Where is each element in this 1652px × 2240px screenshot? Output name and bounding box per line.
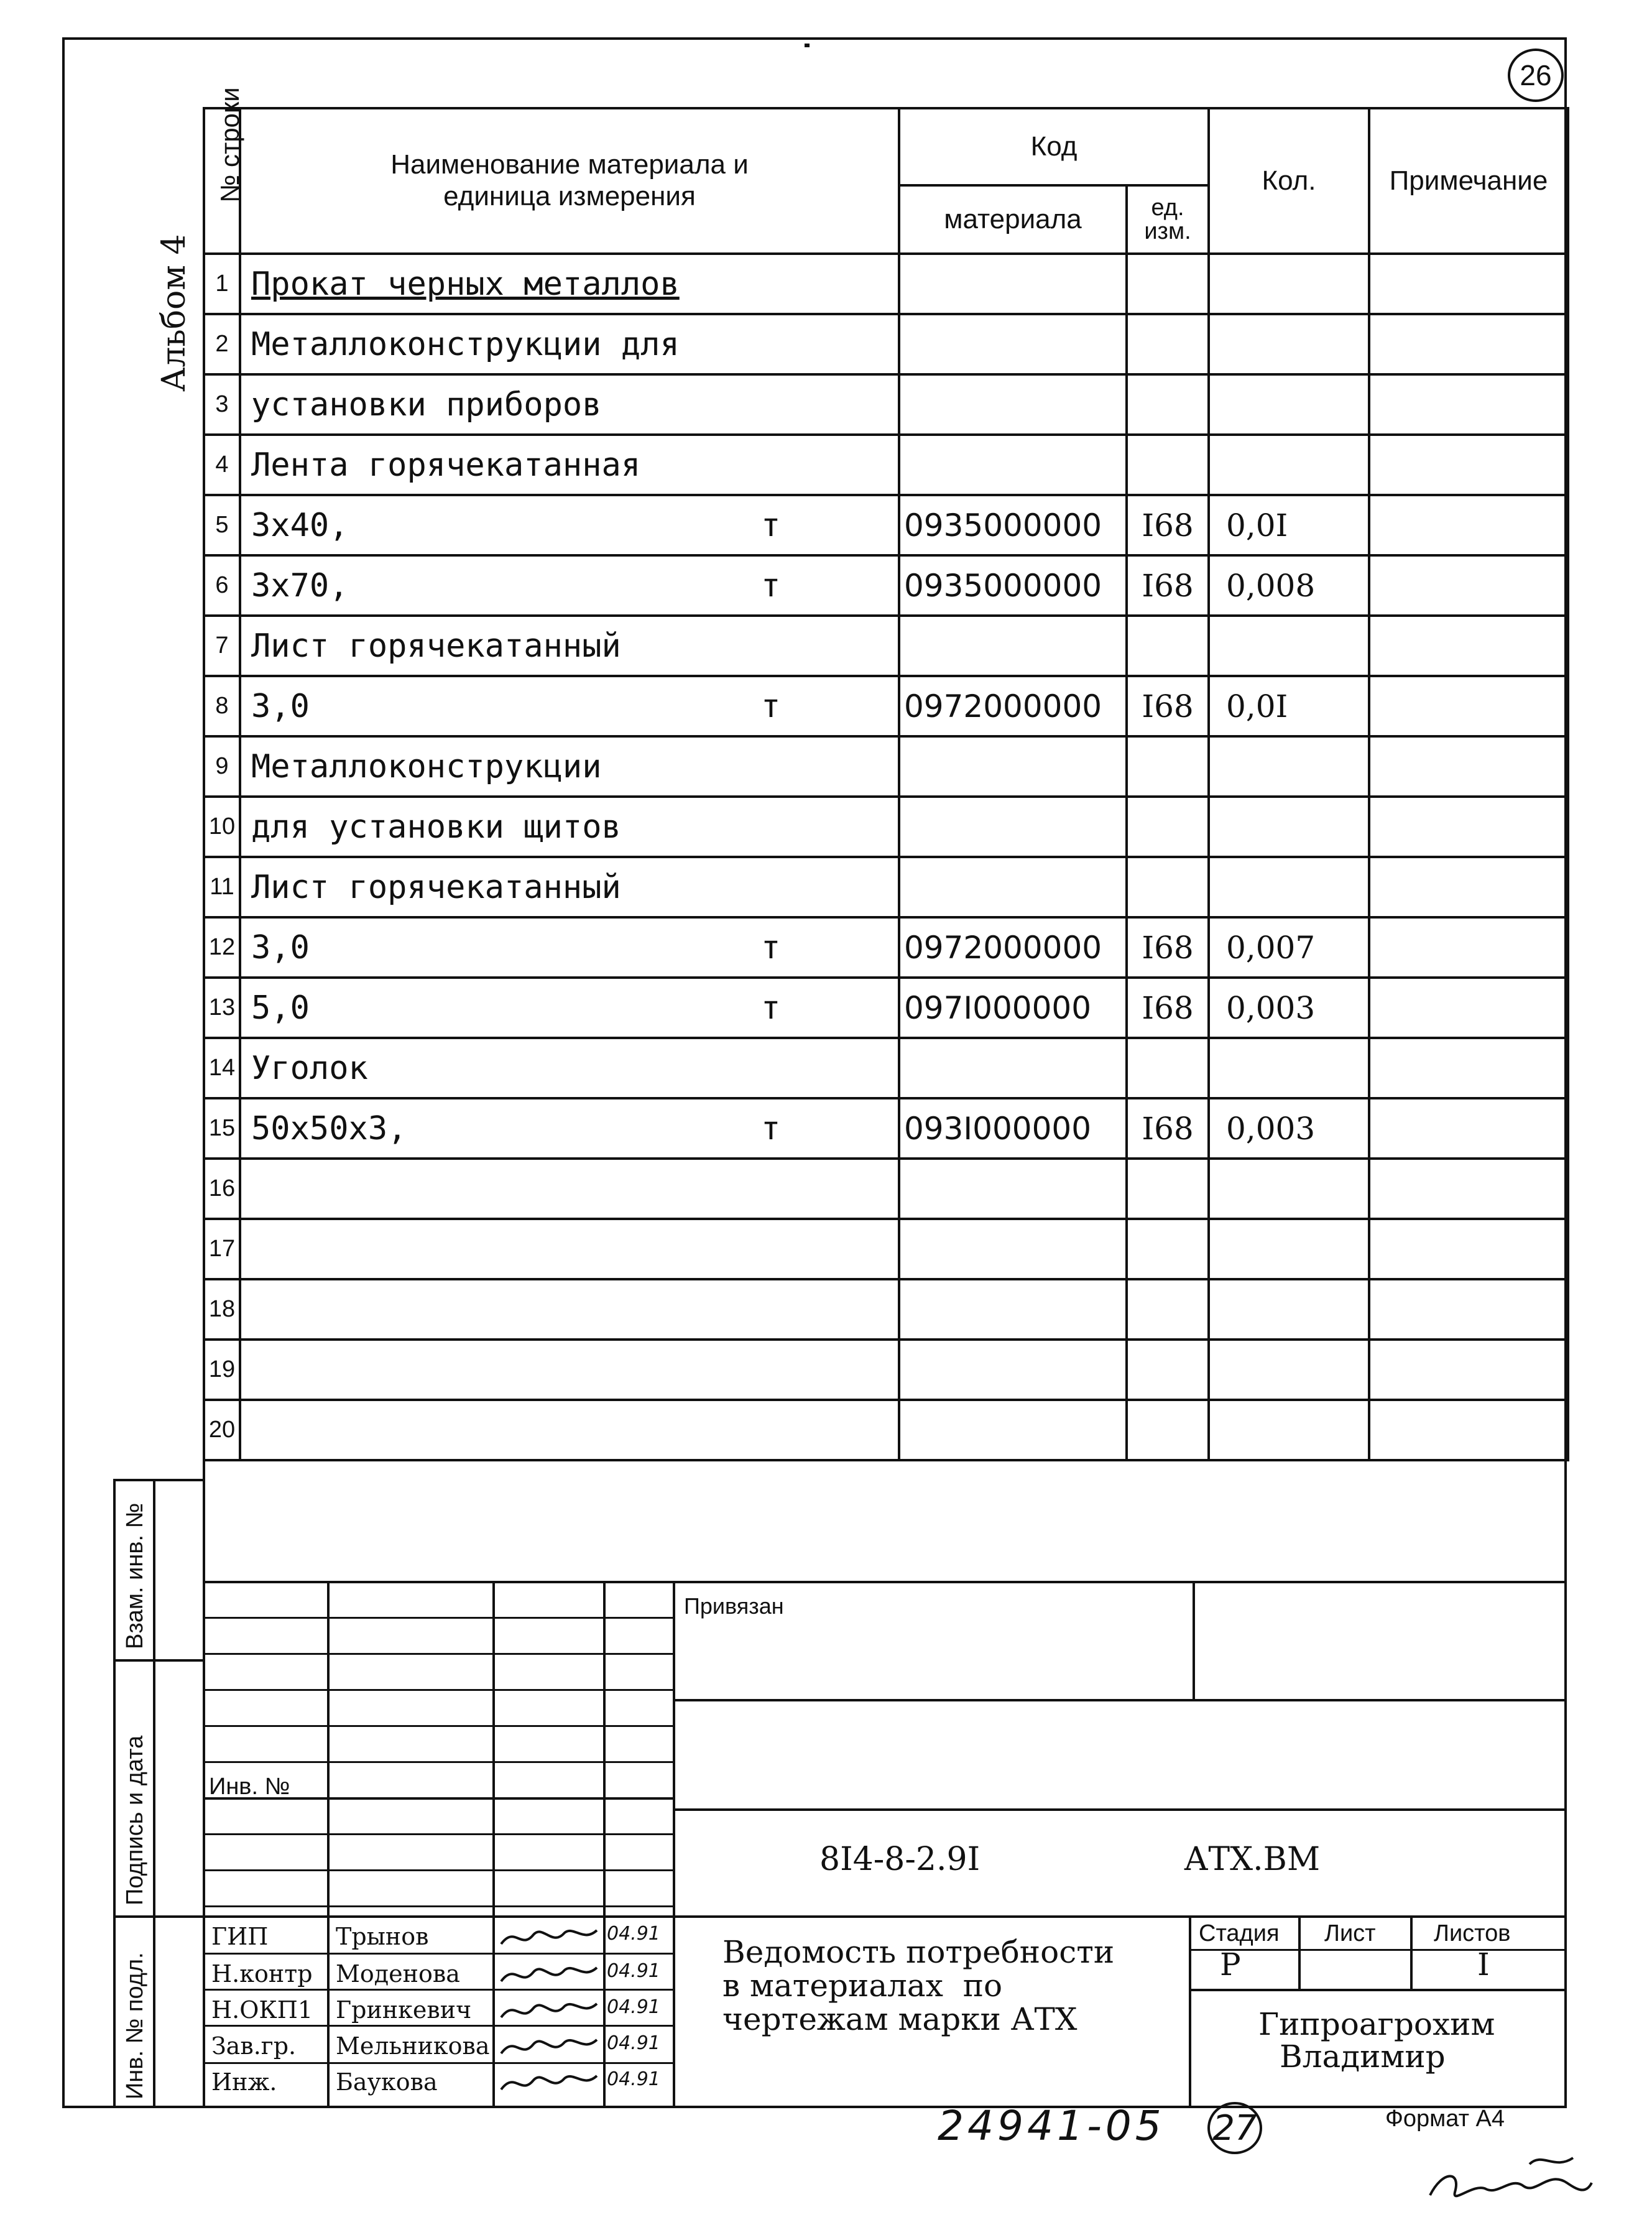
material-code-cell	[899, 1279, 1127, 1340]
material-name-cell	[240, 314, 899, 374]
note-cell	[1369, 1279, 1568, 1340]
quantity-cell	[1209, 616, 1369, 676]
row-number-cell: 13	[204, 978, 240, 1038]
row-number-cell: 12	[204, 917, 240, 978]
row-number-cell: 4	[204, 435, 240, 495]
document-code: 8I4-8-2.9I	[819, 1841, 981, 1878]
privyazan-divider	[1193, 1581, 1195, 1699]
album-label: Альбом 4	[155, 234, 193, 392]
stamp-grid-h12	[203, 1989, 675, 1991]
material-name-text: Лист горячекатанный	[251, 868, 621, 906]
unit-code-cell	[1127, 435, 1209, 495]
material-code-cell	[899, 1219, 1127, 1279]
organization-line2: Владимир	[1280, 2039, 1446, 2075]
note-cell	[1369, 917, 1568, 978]
unit-code-cell: I68	[1127, 1098, 1209, 1159]
stage-value: Р	[1220, 1946, 1241, 1983]
note-cell	[1369, 797, 1568, 857]
stamp-grid-h1	[203, 1617, 675, 1619]
note-cell	[1369, 676, 1568, 736]
material-name-text: 3,0	[251, 928, 310, 966]
unit-code-cell	[1127, 736, 1209, 797]
stamp-grid-v2	[492, 1581, 495, 2108]
stamp-h-privyazan	[673, 1699, 1567, 1701]
material-name-text: Металлоконструкции	[251, 747, 602, 785]
material-name-text: 3x40,	[251, 506, 349, 544]
signer-date: 04.91	[607, 1923, 660, 1945]
note-cell	[1369, 1098, 1568, 1159]
note-cell	[1369, 555, 1568, 616]
note-cell	[1369, 1219, 1568, 1279]
stamp-grid-h9	[203, 1905, 675, 1907]
stamp-grid-h10	[113, 1915, 1567, 1918]
side-label-vzam-inv: Взам. инв. №	[122, 1502, 148, 1649]
row-number-cell: 15	[204, 1098, 240, 1159]
note-cell	[1369, 1038, 1568, 1098]
unit-code-cell: I68	[1127, 978, 1209, 1038]
material-name-cell	[240, 435, 899, 495]
note-cell	[1369, 1340, 1568, 1400]
stamp-v-stage	[1298, 1915, 1301, 1990]
material-name-text: 3,0	[251, 687, 310, 725]
unit-code-cell	[1127, 374, 1209, 435]
unit-code-cell	[1127, 1279, 1209, 1340]
inv-no-label: Инв. №	[209, 1774, 290, 1800]
quantity-cell	[1209, 797, 1369, 857]
stamp-grid-h8	[203, 1869, 675, 1871]
signer-name: Моденова	[336, 1960, 460, 1988]
note-cell	[1369, 736, 1568, 797]
table-row	[204, 1400, 1568, 1460]
row-number-cell: 20	[204, 1400, 240, 1460]
material-code-cell	[899, 1340, 1127, 1400]
stamp-grid-h11	[203, 1953, 675, 1955]
table-row	[204, 435, 1568, 495]
stamp-h-stage-values	[1189, 1989, 1567, 1991]
material-name-cell	[240, 1340, 899, 1400]
stamp-grid-h5	[203, 1761, 675, 1763]
material-code-cell	[899, 254, 1127, 314]
material-code-cell	[899, 1400, 1127, 1460]
quantity-cell	[1209, 1400, 1369, 1460]
table-row	[204, 555, 1568, 616]
quantity-cell: 0,003	[1209, 978, 1369, 1038]
material-name-cell	[240, 1038, 899, 1098]
material-code-cell	[899, 616, 1127, 676]
side-label-inv-podl: Инв. № подл.	[122, 1952, 148, 2099]
note-cell	[1369, 254, 1568, 314]
unit-code-cell	[1127, 797, 1209, 857]
row-number-cell: 16	[204, 1159, 240, 1219]
material-name-cell	[240, 1219, 899, 1279]
material-code-cell: 0972000000	[899, 676, 1127, 736]
document-mark: АТХ.ВМ	[1184, 1841, 1321, 1878]
material-name-text: Прокат черных металлов	[251, 265, 680, 303]
unit-code-cell	[1127, 1340, 1209, 1400]
row-number-cell: 8	[204, 676, 240, 736]
measure-unit-text: т	[761, 989, 781, 1027]
row-number-cell: 7	[204, 616, 240, 676]
unit-code-cell: I68	[1127, 676, 1209, 736]
side-label-podpis-data: Подпись и дата	[122, 1735, 148, 1905]
row-number-cell: 5	[204, 495, 240, 555]
table-row	[204, 1038, 1568, 1098]
punch-mark	[805, 44, 810, 47]
note-cell	[1369, 314, 1568, 374]
row-number-cell: 2	[204, 314, 240, 374]
signer-role: Н.контр	[211, 1960, 313, 1988]
header-material-code: материала	[899, 185, 1127, 254]
material-name-text: 5,0	[251, 989, 310, 1027]
quantity-cell	[1209, 1219, 1369, 1279]
table-row	[204, 797, 1568, 857]
unit-code-cell	[1127, 857, 1209, 917]
stamp-grid-h2	[203, 1653, 675, 1655]
row-number-cell: 11	[204, 857, 240, 917]
quantity-cell	[1209, 1279, 1369, 1340]
stamp-h-stage-labels	[1189, 1949, 1567, 1951]
quantity-cell	[1209, 1159, 1369, 1219]
table-row	[204, 616, 1568, 676]
header-name: Наименование материала и единица измерения	[240, 108, 899, 254]
stamp-h-code	[673, 1808, 1567, 1811]
table-row	[204, 917, 1568, 978]
handwritten-signature-icon	[496, 1956, 602, 1990]
quantity-cell: 0,0I	[1209, 495, 1369, 555]
quantity-cell	[1209, 857, 1369, 917]
sheet-number-circle: 26	[1508, 49, 1564, 102]
stamp-v-sheet	[1410, 1915, 1413, 1990]
header-unit-code: ед. изм.	[1127, 185, 1209, 254]
material-name-text: для установки щитов	[251, 808, 621, 846]
material-name-text: Лист горячекатанный	[251, 627, 621, 665]
note-cell	[1369, 857, 1568, 917]
material-code-cell	[899, 797, 1127, 857]
stamp-top-line	[203, 1581, 1567, 1583]
side-strip-divider	[153, 1479, 155, 2108]
quantity-cell	[1209, 314, 1369, 374]
signer-role: ГИП	[211, 1923, 269, 1950]
row-number-cell: 14	[204, 1038, 240, 1098]
unit-code-cell	[1127, 254, 1209, 314]
stamp-grid-h7	[203, 1833, 675, 1835]
material-name-cell	[240, 495, 899, 555]
signer-date: 04.91	[607, 1996, 660, 2018]
material-name-text: 50x50x3,	[251, 1109, 407, 1147]
material-code-cell	[899, 374, 1127, 435]
material-name-cell	[240, 797, 899, 857]
measure-unit-text: т	[761, 687, 781, 725]
stamp-grid-v1	[327, 1581, 330, 2108]
quantity-cell	[1209, 1038, 1369, 1098]
material-name-text: Лента горячекатанная	[251, 446, 641, 484]
table-row	[204, 495, 1568, 555]
stamp-grid-h14	[203, 2062, 675, 2064]
note-cell	[1369, 495, 1568, 555]
note-cell	[1369, 978, 1568, 1038]
table-row	[204, 978, 1568, 1038]
side-strip-top-line	[113, 1479, 204, 1481]
unit-code-cell	[1127, 1219, 1209, 1279]
stamp-grid-v4	[673, 1581, 675, 2108]
material-name-cell	[240, 1279, 899, 1340]
note-cell	[1369, 435, 1568, 495]
stamp-v-title-right	[1189, 1915, 1191, 2108]
quantity-cell	[1209, 1340, 1369, 1400]
material-name-cell	[240, 736, 899, 797]
document-title-line1: Ведомость потребности	[722, 1934, 1115, 1970]
signer-name: Трынов	[336, 1923, 429, 1950]
table-row	[204, 1279, 1568, 1340]
measure-unit-text: т	[761, 1109, 781, 1147]
corner-scribble-icon	[1418, 2145, 1598, 2214]
document-title-line2: в материалах по	[722, 1968, 1003, 2004]
archive-number: 24941-05	[938, 2102, 1165, 2150]
organization-line1: Гипроагрохим	[1258, 2006, 1495, 2042]
signer-name: Гринкевич	[336, 1996, 472, 2024]
row-number-cell: 18	[204, 1279, 240, 1340]
table-row	[204, 374, 1568, 435]
quantity-cell	[1209, 374, 1369, 435]
measure-unit-text: т	[761, 567, 781, 604]
material-code-cell	[899, 736, 1127, 797]
material-code-cell	[899, 314, 1127, 374]
sheets-value: I	[1477, 1946, 1490, 1983]
unit-code-cell: I68	[1127, 555, 1209, 616]
quantity-cell	[1209, 435, 1369, 495]
document-title-line3: чертежам марки АТХ	[722, 2001, 1077, 2037]
handwritten-signature-icon	[496, 1919, 602, 1953]
material-name-cell	[240, 917, 899, 978]
stamp-grid-h4	[203, 1725, 675, 1727]
quantity-cell	[1209, 254, 1369, 314]
header-note: Примечание	[1369, 108, 1568, 254]
unit-code-cell: I68	[1127, 495, 1209, 555]
row-number-cell: 6	[204, 555, 240, 616]
table-row	[204, 314, 1568, 374]
header-row-number: № строки	[204, 108, 240, 254]
quantity-cell: 0,0I	[1209, 676, 1369, 736]
measure-unit-text: т	[761, 928, 781, 966]
quantity-cell: 0,007	[1209, 917, 1369, 978]
header-qty: Кол.	[1209, 108, 1369, 254]
stamp-grid-v3	[603, 1581, 606, 2108]
material-name-cell	[240, 676, 899, 736]
material-code-cell	[899, 1038, 1127, 1098]
material-code-cell: 0935000000	[899, 495, 1127, 555]
page-number-circle	[1207, 2102, 1262, 2154]
unit-code-cell: I68	[1127, 917, 1209, 978]
material-code-cell: 093I000000	[899, 1098, 1127, 1159]
quantity-cell: 0,008	[1209, 555, 1369, 616]
quantity-cell: 0,003	[1209, 1098, 1369, 1159]
material-name-text: 3x70,	[251, 567, 349, 604]
page-number-value: 27	[1212, 2108, 1257, 2149]
table-row	[204, 254, 1568, 314]
material-name-cell	[240, 374, 899, 435]
material-code-cell	[899, 1159, 1127, 1219]
sheet-label: Лист	[1324, 1920, 1376, 1946]
table-row	[204, 1219, 1568, 1279]
format-label: Формат А4	[1385, 2106, 1505, 2132]
measure-unit-text: т	[761, 506, 781, 544]
row-number-cell: 17	[204, 1219, 240, 1279]
row-number-cell: 1	[204, 254, 240, 314]
material-name-text: Металлоконструкции для	[251, 325, 680, 363]
unit-code-cell	[1127, 1038, 1209, 1098]
material-code-cell	[899, 857, 1127, 917]
table-row	[204, 1098, 1568, 1159]
row-number-cell: 3	[204, 374, 240, 435]
signer-role: Н.ОКП1	[211, 1996, 313, 2024]
note-cell	[1369, 616, 1568, 676]
material-code-cell: 0972000000	[899, 917, 1127, 978]
table-row	[204, 736, 1568, 797]
privyazan-label: Привязан	[684, 1593, 784, 1619]
material-code-cell	[899, 435, 1127, 495]
materials-table-body	[204, 254, 1568, 1460]
unit-code-cell	[1127, 314, 1209, 374]
signer-date: 04.91	[607, 1960, 660, 1982]
unit-code-cell	[1127, 616, 1209, 676]
handwritten-signature-icon	[496, 1992, 602, 2026]
side-strip-left-line	[113, 1479, 116, 2108]
unit-code-cell	[1127, 1400, 1209, 1460]
stamp-left-line	[203, 1424, 205, 2108]
sheets-label: Листов	[1434, 1920, 1511, 1946]
table-row	[204, 1159, 1568, 1219]
stamp-grid-h3	[203, 1689, 675, 1691]
material-name-cell	[240, 616, 899, 676]
note-cell	[1369, 1159, 1568, 1219]
table-row	[204, 1340, 1568, 1400]
material-name-cell	[240, 1400, 899, 1460]
material-name-cell	[240, 555, 899, 616]
signer-role: Инж.	[211, 2068, 277, 2096]
note-cell	[1369, 374, 1568, 435]
material-name-cell	[240, 978, 899, 1038]
table-row	[204, 676, 1568, 736]
material-name-cell	[240, 1159, 899, 1219]
signer-role: Зав.гр.	[211, 2032, 297, 2060]
signer-date: 04.91	[607, 2032, 660, 2054]
material-name-cell	[240, 857, 899, 917]
row-number-cell: 19	[204, 1340, 240, 1400]
note-cell	[1369, 1400, 1568, 1460]
signer-name: Баукова	[336, 2068, 438, 2096]
unit-code-cell	[1127, 1159, 1209, 1219]
side-strip-sep-1	[113, 1659, 204, 1662]
row-number-cell: 9	[204, 736, 240, 797]
table-row	[204, 857, 1568, 917]
header-code: Код	[899, 108, 1209, 185]
material-name-cell	[240, 254, 899, 314]
row-number-cell: 10	[204, 797, 240, 857]
material-name-cell	[240, 1098, 899, 1159]
materials-table	[203, 86, 1569, 1461]
material-name-text: установки приборов	[251, 386, 602, 423]
stage-label: Стадия	[1199, 1920, 1280, 1946]
handwritten-signature-icon	[496, 2029, 602, 2062]
handwritten-signature-icon	[496, 2065, 602, 2098]
material-code-cell: 0935000000	[899, 555, 1127, 616]
quantity-cell	[1209, 736, 1369, 797]
stamp-grid-h13	[203, 2025, 675, 2027]
signer-date: 04.91	[607, 2068, 660, 2090]
signer-name: Мельникова	[336, 2032, 490, 2060]
material-name-text: Уголок	[251, 1049, 368, 1087]
material-code-cell: 097I000000	[899, 978, 1127, 1038]
